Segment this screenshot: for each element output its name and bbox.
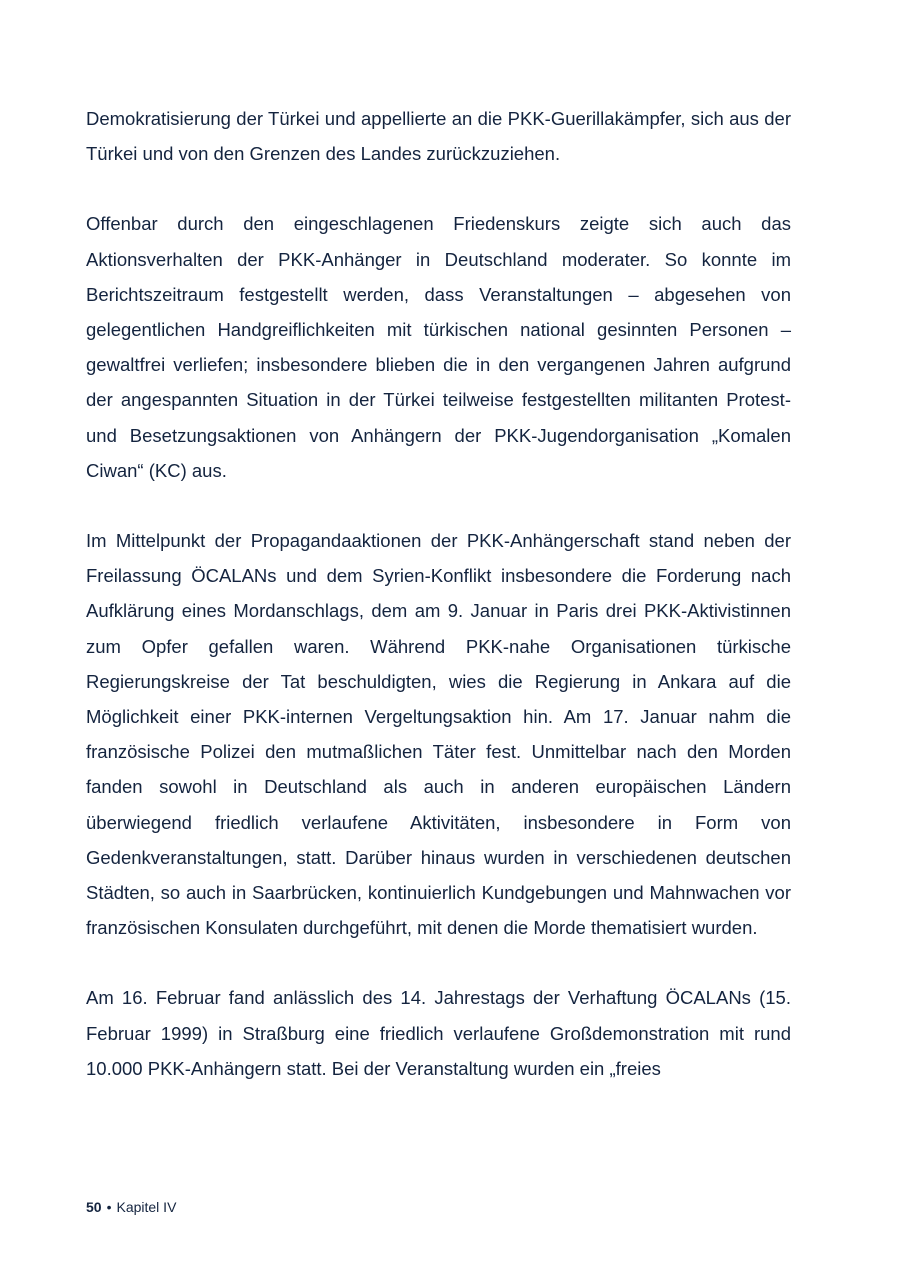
paragraph-2: Offenbar durch den eingeschlagenen Friedenskurs zeigte sich auch das Aktionsverhalten der PKK-Anhänger in Deutschland moderater. So konnte im Berichtszeitraum festgestellt werden, dass Veranstaltungen – abgesehen von gelegentlichen Handgreiflichkeiten mit türkischen national gesinnten Personen – gewaltfrei verliefen; insbesondere blieben die in den vergangenen Jahren aufgrund der angespannten Situation in der Türkei teilweise festgestellten militanten Protest- und Besetzungsaktionen von Anhängern der PKK-Jugendorganisation „Komalen Ciwan“ (KC) aus. xyxy=(86,213,791,481)
paragraph-3: Im Mittelpunkt der Propagandaaktionen der PKK-Anhängerschaft stand neben der Freilassung ÖCALANs und dem Syrien-Konflikt insbesondere die Forderung nach Aufklärung eines Mordanschlags, dem am 9. Januar in Paris drei PKK-Aktivistinnen zum Opfer gefallen waren. Während PKK-nahe Organisationen türkische Regierungskreise der Tat beschuldigten, wies die Regierung in Ankara auf die Möglichkeit einer PKK-internen Vergeltungsaktion hin. Am 17. Januar nahm die französische Polizei den mutmaßlichen Täter fest. Unmittelbar nach den Morden fanden sowohl in Deutschland als auch in anderen europäischen Ländern überwiegend friedlich verlaufene Aktivitäten, insbesondere in Form von Gedenkveranstaltungen, statt. Darüber hinaus wurden in verschiedenen deutschen Städten, so auch in Saarbrücken, kontinuierlich Kundgebungen und Mahnwachen vor französischen Konsulaten durchgeführt, mit denen die Morde thematisiert wurden. xyxy=(86,530,791,939)
paragraph-1: Demokratisierung der Türkei und appellierte an die PKK-Guerillakämpfer, sich aus der Türkei und von den Grenzen des Landes zurückzuziehen. xyxy=(86,108,791,165)
page-footer xyxy=(86,1196,176,1218)
page-number: 50 xyxy=(86,1199,102,1215)
paragraph-4: Am 16. Februar fand anlässlich des 14. Jahrestags der Verhaftung ÖCALANs (15. Februar 1999) in Straßburg eine friedlich verlaufene Großdemonstration mit rund 10.000 PKK-Anhängern statt. Bei der Veranstaltung wurden ein „freies xyxy=(86,987,791,1079)
footer-separator: • xyxy=(106,1199,112,1215)
chapter-label: Kapitel IV xyxy=(116,1199,177,1215)
page-body xyxy=(86,101,791,1121)
